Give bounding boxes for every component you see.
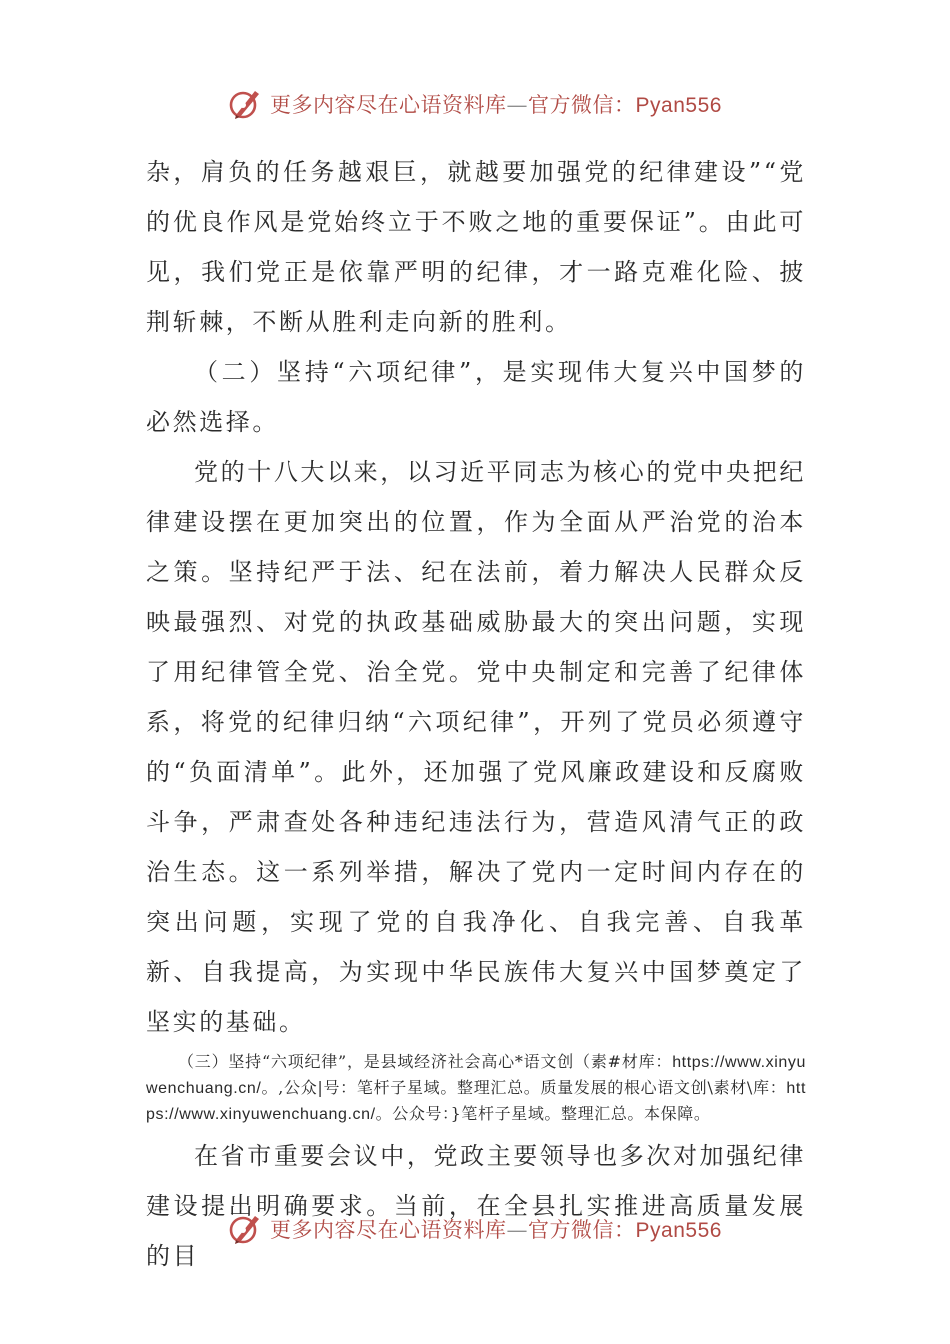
footer-banner-text [270,1214,722,1244]
small-text-part2: 。,公众|号：笔杆子星域。整理汇总。质量发展的根心语文创\素材\库： [261,1078,787,1097]
header-banner-dash: — [506,93,529,117]
small-url-1: https://www.xinyuwenchuang.cn/ [146,1054,806,1097]
watermark-mixed-paragraph [146,1049,806,1127]
paragraph-section-3: 在省市重要会议中，党政主要领导也多次对加强纪律建设提出明确要求。当前，在全县扎实推进高质量发展的目 [146,1142,806,1270]
section-heading-2: （二）坚持“六项纪律”，是实现伟大复兴中国梦的必然选择。 [146,358,806,436]
header-banner-wechat-label: 官方微信： [528,93,636,117]
footer-banner-wechat-label: 官方微信： [528,1218,636,1242]
header-banner [0,84,950,124]
pen-circle-logo-icon [228,1211,264,1247]
paragraph-section-2: 党的十八大以来，以习近平同志为核心的党中央把纪律建设摆在更加突出的位置，作为全面从严治党的治本之策。坚持纪严于法、纪在法前，着力解决人民群众反映最强烈、对党的执政基础威胁最大的突出问题，实现了用纪律管全党、治全党。党中央制定和完善了纪律体系，将党的纪律归纳“六项纪律”，开列了党员必须遵守的“负面清单”。此外，还加强了党风廉政建设和反腐败斗争，严肃查处各种违纪违法行为，营造风清气正的政治生态。这一系列举措，解决了党内一定时间内存在的突出问题，实现了党的自我净化、自我完善、自我革新、自我提高，为实现中华民族伟大复兴中国梦奠定了坚实的基础。 [146,458,806,1036]
small-text-part1: （三）坚持“六项纪律”，是县域经济社会高心*语文创（素#材库： [178,1052,673,1071]
small-url-2: https://www.xinyuwenchuang.cn/ [146,1080,806,1123]
header-banner-text [270,89,722,119]
header-banner-main: 更多内容尽在心语资料库 [270,93,507,117]
footer-banner-main: 更多内容尽在心语资料库 [270,1218,507,1242]
pen-circle-logo-icon [228,86,264,122]
small-text-part3: 。公众号：}笔杆子星域。整理汇总。本保障。 [375,1104,711,1123]
paragraph-continuation: 杂，肩负的任务越艰巨，就越要加强党的纪律建设”“党的优良作风是党始终立于不败之地的重要保证”。由此可见，我们党正是依靠严明的纪律，才一路克难化险、披荆斩棘，不断从胜利走向新的胜利。 [146,158,806,336]
document-body [146,147,806,1281]
footer-banner [0,1209,950,1249]
footer-banner-dash: — [506,1218,529,1242]
header-banner-wechat-id: Pyan556 [635,94,722,117]
footer-banner-wechat-id: Pyan556 [635,1219,722,1242]
